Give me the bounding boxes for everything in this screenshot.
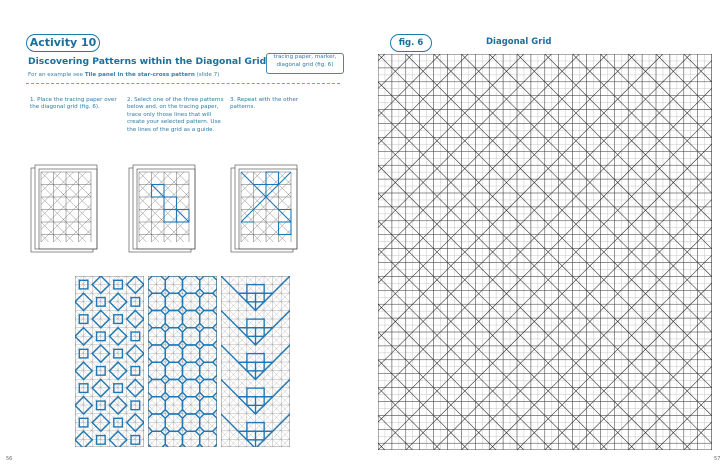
- example-note: [28, 72, 219, 78]
- activity-badge: Activity 10: [26, 34, 100, 52]
- example-prefix: For an example see: [28, 72, 85, 78]
- page-number-right: 57: [714, 456, 721, 462]
- illustration-step-1: [30, 164, 102, 254]
- pattern-panel-2: [148, 276, 217, 447]
- step-2: 2. Select one of the three patterns below and, on the tracing paper, trace only those lines that will create your selected pattern. Use the lines of the grid as a guide.: [127, 97, 224, 133]
- step-1: 1. Place the tracing paper over the diagonal grid (fig. 6).: [30, 97, 117, 111]
- example-suffix: (slide 7): [194, 72, 220, 78]
- step-3: 3. Repeat with the other patterns.: [230, 97, 299, 111]
- materials-box: tracing paper, marker, diagonal grid (fig. 6): [266, 53, 344, 74]
- pattern-panel-3: [221, 276, 290, 447]
- page-number-left: 56: [6, 456, 13, 462]
- divider: [26, 83, 340, 84]
- figure-badge: fig. 6: [390, 34, 432, 52]
- grid-title: Diagonal Grid: [486, 37, 552, 47]
- pattern-panel-1: [75, 276, 144, 447]
- diagonal-grid: [378, 54, 712, 450]
- illustration-step-2: [128, 164, 200, 254]
- illustration-step-3: [230, 164, 302, 254]
- example-bold: Tile panel in the star-cross pattern: [84, 72, 195, 78]
- activity-title: Discovering Patterns within the Diagonal Grid: [28, 56, 267, 67]
